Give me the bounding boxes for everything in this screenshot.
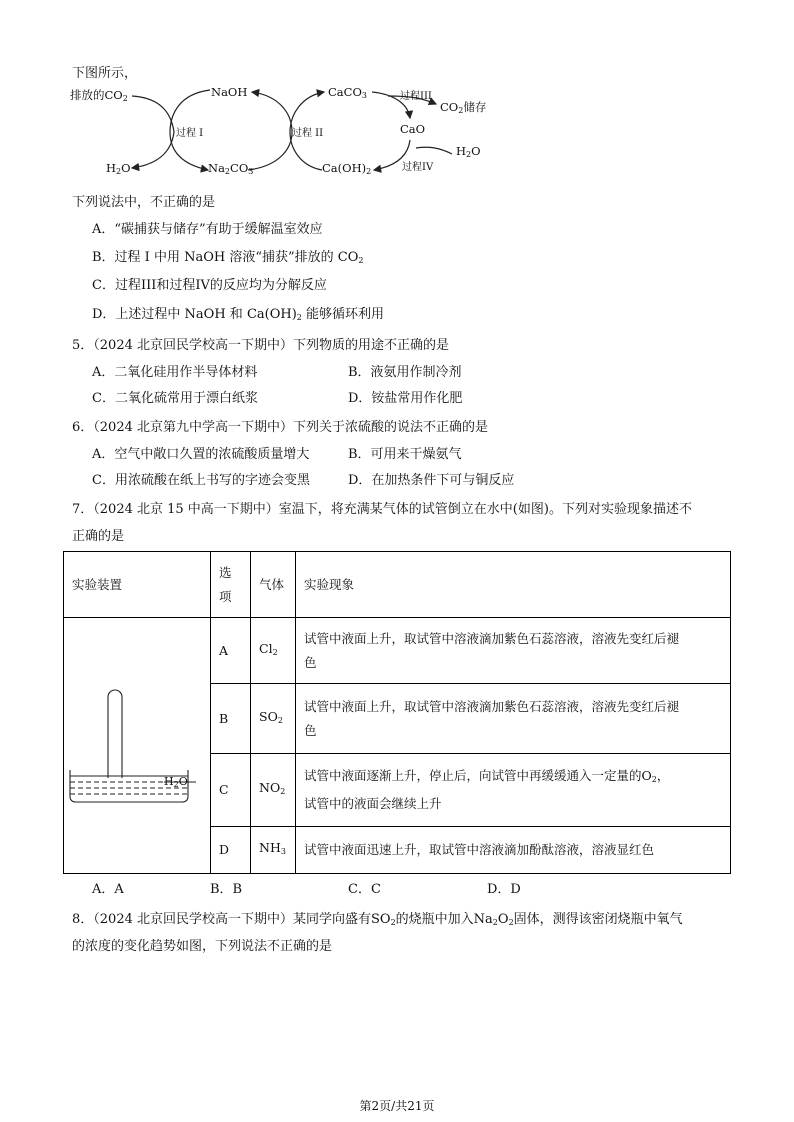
row-a-gas: $Cl_2$ bbox=[251, 618, 296, 684]
label-process-2: 过程 II bbox=[292, 128, 324, 139]
q4-option-b[interactable]: B．过程 I 中用 NaOH 溶液“捕获”排放的 $CO_2$ bbox=[92, 250, 364, 265]
label-h2o-left: $H_2O$ bbox=[106, 161, 131, 176]
q8-stem-line2: 的浓度的变化趋势如图，下列说法不正确的是 bbox=[72, 939, 333, 954]
row-d-phenomenon: 试管中液面迅速上升，取试管中溶液滴加酚酞溶液，溶液显红色 bbox=[296, 827, 731, 874]
row-b-option: B bbox=[211, 684, 251, 754]
arrow-na2co3-to-naoh bbox=[248, 92, 292, 170]
q6-option-b[interactable]: B．可用来干燥氨气 bbox=[348, 447, 462, 462]
intro-text: 下图所示， bbox=[72, 66, 138, 81]
water-label: $H_2O$ bbox=[164, 775, 188, 789]
q8-stem-line1: 8．（2024 北京回民学校高一下期中）某同学向盛有$SO_2$的烧瓶中加入$Na_2O_2$固体，测得该密闭烧瓶中氧气 bbox=[72, 912, 683, 927]
apparatus-cell bbox=[64, 618, 211, 874]
header-apparatus: 实验装置 bbox=[64, 552, 211, 618]
row-b-gas: $SO_2$ bbox=[251, 684, 296, 754]
q4-option-d[interactable]: D．上述过程中 NaOH 和 $Ca(OH)_2$ 能够循环利用 bbox=[92, 307, 385, 322]
header-gas: 气体 bbox=[251, 552, 296, 618]
q7-table bbox=[63, 551, 731, 874]
q7-stem-line1: 7．（2024 北京 15 中高一下期中）室温下，将充满某气体的试管倒立在水中(如图)。下列对实验现象描述不 bbox=[72, 502, 692, 517]
q4-option-c[interactable]: C．过程III和过程IV的反应均为分解反应 bbox=[92, 278, 327, 293]
row-a-option: A bbox=[211, 618, 251, 684]
label-co2-storage: $CO_2$储存 bbox=[440, 100, 487, 115]
label-h2o-right: $H_2O$ bbox=[456, 144, 481, 159]
row-d-option: D bbox=[211, 827, 251, 874]
q7-answer-c[interactable]: C．C bbox=[348, 882, 381, 897]
label-cao: CaO bbox=[400, 122, 426, 136]
row-b-phenomenon: 试管中液面上升，取试管中溶液滴加紫色石蕊溶液，溶液先变红后褪 色 bbox=[296, 684, 731, 754]
row-c-gas: $NO_2$ bbox=[251, 754, 296, 827]
q7-answer-b[interactable]: B．B bbox=[210, 882, 243, 897]
q5-option-c[interactable]: C．二氧化硫常用于漂白纸浆 bbox=[92, 391, 258, 406]
row-c-phenomenon: 试管中液面逐渐上升，停止后，向试管中再缓缓通入一定量的$O_2$， 试管中的液面会继续上升 bbox=[296, 754, 731, 827]
label-na2co3: $Na_2CO_3$ bbox=[208, 161, 254, 176]
q6-option-d[interactable]: D．在加热条件下可与铜反应 bbox=[348, 473, 515, 488]
row-c-option: C bbox=[211, 754, 251, 827]
header-phenomenon: 实验现象 bbox=[296, 552, 731, 618]
inverted-test-tube-figure bbox=[64, 618, 211, 874]
label-process-1: 过程 I bbox=[176, 128, 204, 139]
q6-option-a[interactable]: A．空气中敞口久置的浓硫酸质量增大 bbox=[92, 447, 310, 462]
q5-option-a[interactable]: A．二氧化硅用作半导体材料 bbox=[92, 365, 258, 380]
q7-answer-d[interactable]: D．D bbox=[487, 882, 521, 897]
test-tube bbox=[108, 690, 122, 778]
q7-stem-line2: 正确的是 bbox=[72, 529, 125, 544]
row-d-gas: $NH_3$ bbox=[251, 827, 296, 874]
q7-answer-a[interactable]: A．A bbox=[92, 882, 124, 897]
label-process-4: 过程IV bbox=[402, 162, 434, 173]
table-header-row bbox=[64, 552, 731, 618]
arrow-h2o-in bbox=[416, 147, 452, 154]
label-naoh: NaOH bbox=[211, 85, 248, 99]
label-caco3: CaCO$_3$ bbox=[328, 85, 367, 100]
header-option: 选 项 bbox=[211, 552, 251, 618]
label-process-3: 过程III bbox=[400, 91, 432, 102]
q5-option-b[interactable]: B．液氨用作制冷剂 bbox=[348, 365, 462, 380]
q4-stem: 下列说法中，不正确的是 bbox=[72, 195, 216, 210]
q5-option-d[interactable]: D．铵盐常用作化肥 bbox=[348, 391, 463, 406]
q4-option-a[interactable]: A．“碳捕获与储存”有助于缓解温室效应 bbox=[92, 222, 323, 237]
carbon-capture-diagram bbox=[70, 82, 520, 182]
q5-stem: 5．（2024 北京回民学校高一下期中）下列物质的用途不正确的是 bbox=[72, 338, 449, 353]
label-co2-emitted: 排放的$CO_2$ bbox=[70, 88, 128, 103]
table-row bbox=[64, 618, 731, 684]
q6-stem: 6．（2024 北京第九中学高一下期中）下列关于浓硫酸的说法不正确的是 bbox=[72, 420, 488, 435]
label-caoh2: $Ca(OH)_2$ bbox=[322, 161, 372, 176]
page-footer: 第2页/共21页 bbox=[359, 1099, 435, 1113]
row-a-phenomenon: 试管中液面上升，取试管中溶液滴加紫色石蕊溶液，溶液先变红后褪 色 bbox=[296, 618, 731, 684]
q6-option-c[interactable]: C．用浓硫酸在纸上书写的字迹会变黑 bbox=[92, 473, 310, 488]
arrow-co2-to-h2o bbox=[132, 96, 174, 168]
